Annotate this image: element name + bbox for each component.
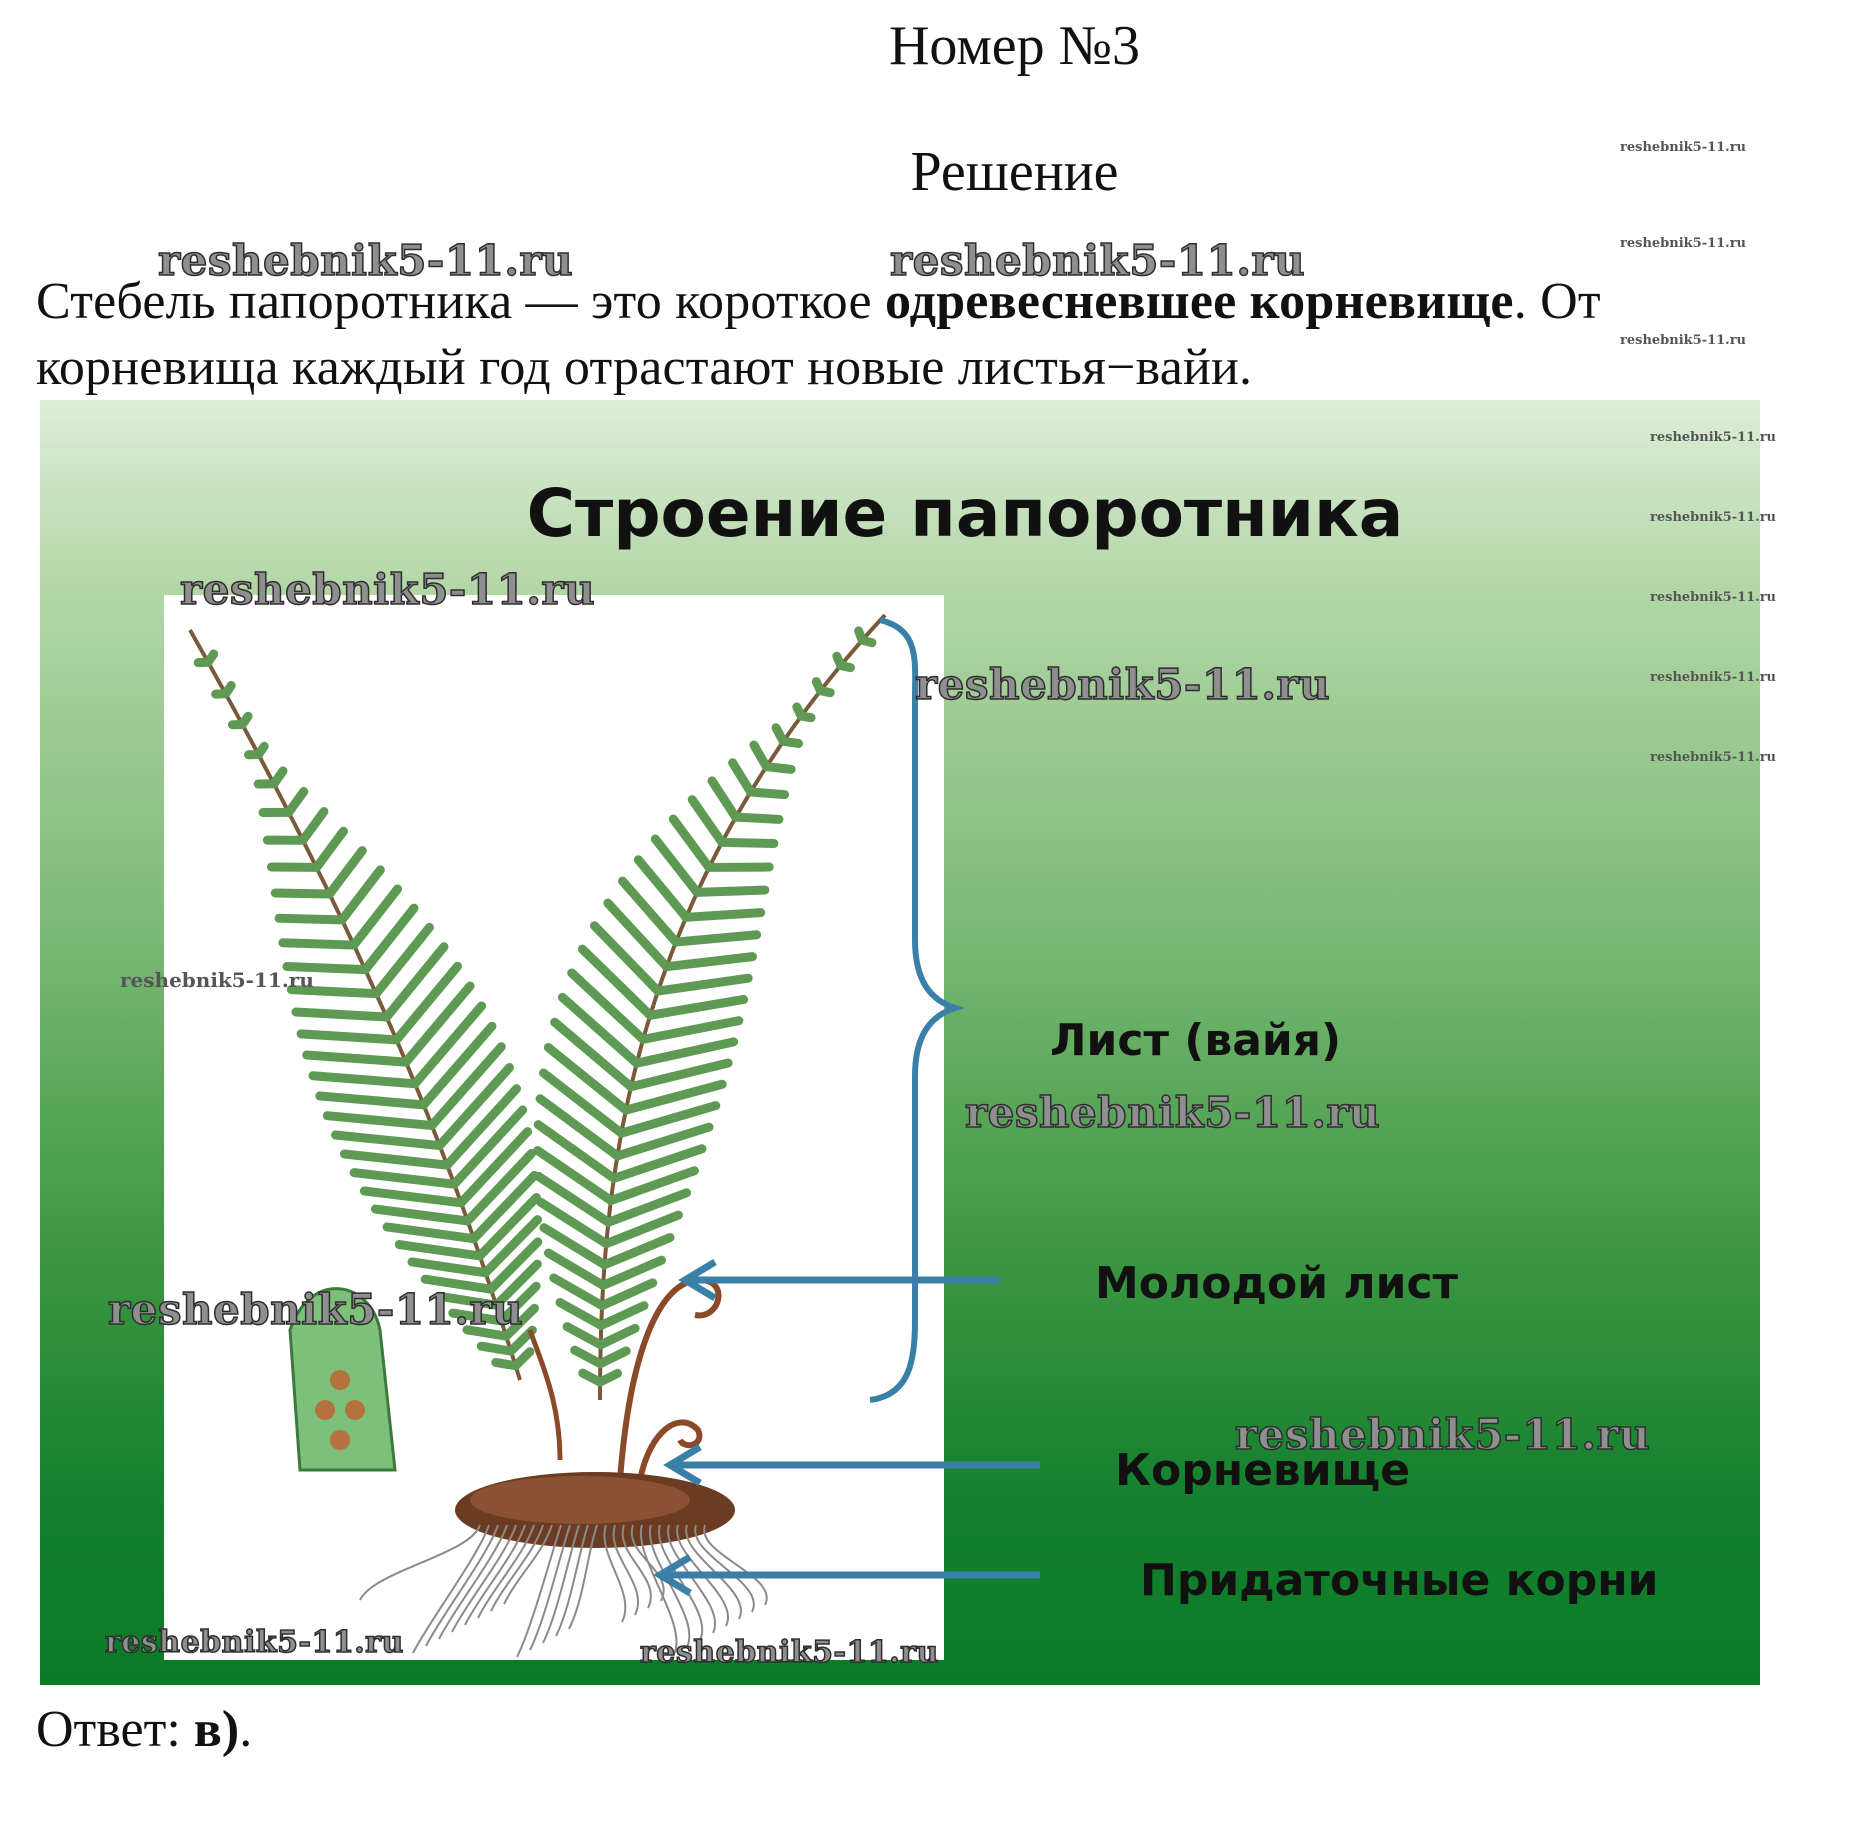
fern-leaflet — [776, 728, 783, 742]
watermark: reshebnik5-11.ru — [158, 236, 574, 285]
fern-leaflet — [376, 927, 429, 993]
fern-leaflet — [375, 1209, 467, 1221]
rhizome — [455, 1472, 735, 1548]
fern-leaflet — [658, 978, 748, 991]
fern-leaflet — [582, 949, 650, 1015]
fern-leaflet — [583, 1373, 600, 1382]
fern-leaflet — [317, 831, 344, 867]
fern-leaflet — [283, 943, 354, 945]
watermark: reshebnik5-11.ru — [1235, 1410, 1651, 1459]
fern-leaflet — [320, 1096, 424, 1105]
watermark-small: reshebnik5-11.ru — [1620, 333, 1747, 348]
fern-leaflet — [567, 1327, 601, 1345]
figure-title: Строение папоротника — [526, 475, 1404, 552]
root-strand — [695, 1525, 754, 1612]
watermark: reshebnik5-11.ru — [180, 565, 596, 614]
fern-leaflet — [307, 1055, 406, 1062]
watermark-small: reshebnik5-11.ru — [1650, 510, 1777, 525]
label-leaf: Лист (вайя) — [1050, 1015, 1342, 1066]
fern-leaflet — [303, 812, 324, 841]
fern-leaflet — [543, 1073, 621, 1133]
fern-leaflet — [496, 1362, 516, 1365]
fern-leaflet — [575, 1350, 601, 1364]
fern-leaflet — [538, 1125, 614, 1179]
fern-leaflet — [733, 763, 751, 792]
fern-leaflet — [722, 842, 774, 843]
page-title: Номер №3 — [888, 15, 1141, 77]
fern-leaflet — [692, 800, 722, 843]
root-strand — [452, 1525, 516, 1632]
fern-leaflet — [601, 1306, 644, 1326]
fern-leaflet — [330, 851, 363, 894]
fern-leaflet — [650, 999, 743, 1015]
fern-leaflet — [555, 1022, 631, 1087]
fern-leaflet — [541, 1202, 607, 1244]
fern-leaflet — [275, 893, 329, 894]
watermark: reshebnik5-11.ru — [640, 1635, 939, 1670]
fern-structure-figure — [40, 400, 1777, 1685]
watermark: reshebnik5-11.ru — [965, 1088, 1381, 1137]
fern-leaflet — [594, 926, 658, 991]
label-rhizome: Корневище — [1115, 1445, 1411, 1496]
watermark: reshebnik5-11.ru — [915, 660, 1331, 709]
fern-leaflet — [686, 913, 761, 918]
fern-leaflet — [676, 935, 757, 942]
fern-leaflet — [481, 1346, 511, 1351]
label-young-leaf: Молодой лист — [1095, 1258, 1459, 1309]
fern-leaflet — [712, 781, 736, 817]
answer-text-line-2: корневища каждый год отрастают новые листья−вайи. — [36, 339, 1253, 396]
fern-leaflet — [859, 631, 863, 640]
answer-line — [36, 1700, 252, 1759]
watermark: reshebnik5-11.ru — [890, 236, 1306, 285]
fern-leaflet — [396, 966, 457, 1040]
fern-leaflet — [837, 656, 841, 665]
fern-leaflets — [198, 631, 872, 1382]
fern-leaflet — [412, 1262, 486, 1273]
fern-leaflet — [540, 1099, 617, 1156]
label-roots: Придаточные корни — [1140, 1555, 1659, 1606]
watermark-small: reshebnik5-11.ru — [1650, 670, 1777, 685]
fern-leaflet — [667, 957, 753, 967]
watermark-small: reshebnik5-11.ru — [1620, 140, 1747, 155]
fern-leaflet — [539, 1176, 609, 1222]
root-strand — [413, 1525, 489, 1653]
arrows — [660, 1262, 1040, 1593]
fern-leaflet — [344, 1154, 447, 1165]
text-plain: Стебель папоротника — это короткое — [36, 273, 885, 330]
fern-leaflet — [313, 1076, 415, 1084]
watermark-small: reshebnik5-11.ru — [1650, 590, 1777, 605]
fern-leaflet — [673, 819, 709, 867]
fern-leaflet — [562, 997, 636, 1063]
fern-leaflet — [797, 707, 801, 716]
fern-leaflet — [572, 973, 643, 1039]
fern-leaflet — [327, 1116, 432, 1126]
fern-leaflet — [538, 1151, 611, 1201]
fern-leaflet — [301, 1034, 396, 1040]
watermark: reshebnik5-11.ru — [108, 1285, 524, 1334]
fern-leaflet — [816, 682, 820, 691]
fern-leaflet — [387, 1227, 474, 1239]
fern-leaflet — [296, 1012, 387, 1017]
fern-leaflet — [548, 1047, 626, 1110]
fern-leaflet — [279, 918, 342, 920]
text-bold-term: одревесневшее корневище — [884, 273, 1514, 330]
watermark: reshebnik5-11.ru — [105, 1625, 404, 1660]
root-strand — [704, 1525, 767, 1605]
root-strand — [439, 1525, 507, 1639]
watermark-small: reshebnik5-11.ru — [120, 968, 314, 992]
watermark-small: reshebnik5-11.ru — [1650, 430, 1777, 445]
fern-leaflet — [336, 1135, 440, 1146]
watermark-small: reshebnik5-11.ru — [1650, 750, 1777, 765]
fern-leaflet — [697, 890, 765, 892]
fern-leaflet — [387, 947, 444, 1017]
fern-leaflet — [751, 792, 785, 795]
fern-leaflet — [754, 745, 766, 767]
fern-leaflet — [608, 903, 667, 967]
text-plain-end: . От — [1513, 273, 1601, 330]
fern-leaflet — [637, 1042, 734, 1063]
fern-leaflet — [736, 817, 779, 819]
solution-heading: Решение — [910, 141, 1119, 203]
fern-leaflet — [354, 1173, 454, 1185]
fern-leaflet — [643, 1021, 739, 1040]
fern-leaflet — [399, 1245, 480, 1256]
answer-suffix: . — [239, 1701, 253, 1758]
answer-prefix: Ответ: — [36, 1701, 194, 1758]
answer-value: в) — [193, 1701, 240, 1758]
watermark-small: reshebnik5-11.ru — [1620, 236, 1747, 251]
fern-leaflet — [364, 1191, 461, 1203]
fern-leaflet — [601, 1328, 635, 1344]
